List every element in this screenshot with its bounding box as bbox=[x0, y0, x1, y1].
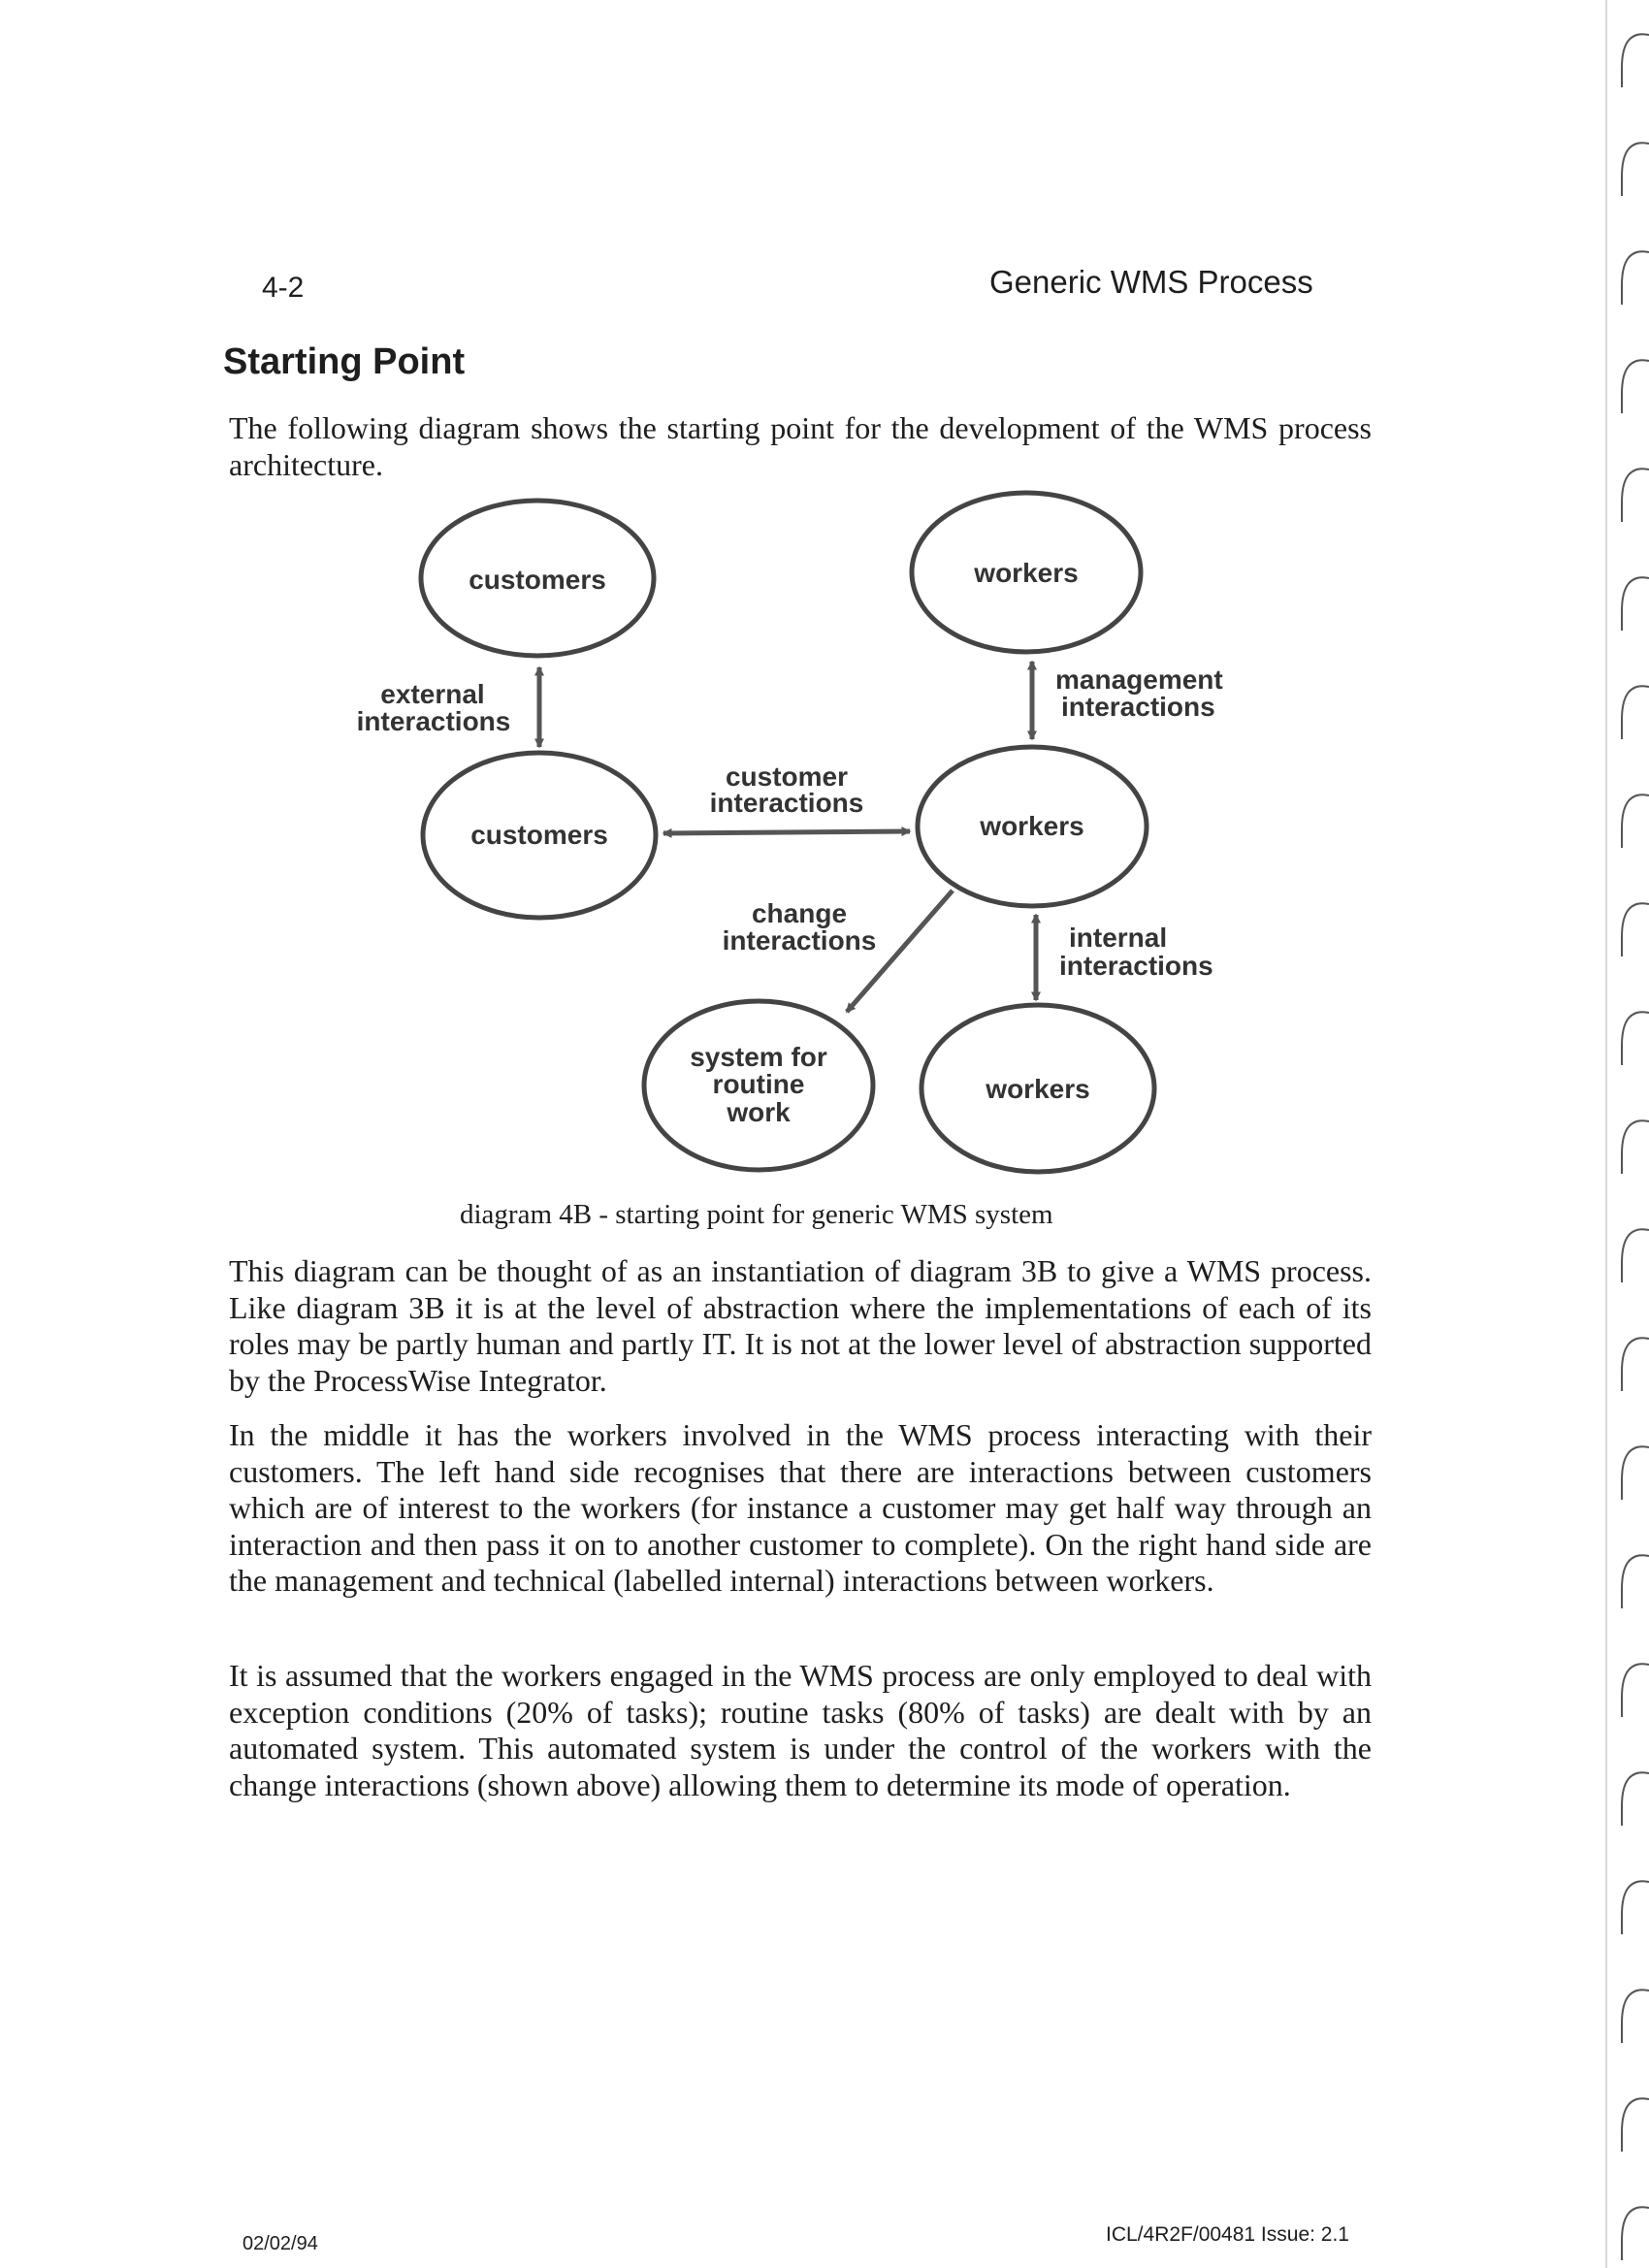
binder-punch-mark bbox=[1622, 1229, 1649, 1282]
binder-punch-mark bbox=[1622, 903, 1649, 956]
binder-punch-mark bbox=[1622, 34, 1649, 87]
footer-date: 02/02/94 bbox=[242, 2233, 318, 2254]
binder-punch-mark bbox=[1622, 577, 1649, 631]
binder-punch-mark bbox=[1622, 1338, 1649, 1391]
binder-punch-mark bbox=[1622, 1555, 1649, 1608]
change-interactions-label: change bbox=[751, 898, 848, 928]
customers-bottom-label: customers bbox=[470, 820, 608, 850]
management-interactions-label-2: interactions bbox=[1061, 692, 1215, 722]
page-number: 4-2 bbox=[262, 272, 305, 304]
body-paragraph-3: It is assumed that the workers engaged in the WMS process are only employed to deal with exception conditions (20% of tasks); routine tasks (80% of tasks) are dealt with by an automated system. This automated system is under the control of the workers with the change interactions (shown above) allowing them to determine its mode of operation. bbox=[229, 1658, 1372, 1802]
diagram-caption: diagram 4B - starting point for generic WMS system bbox=[460, 1199, 1053, 1230]
external-interactions-label: external bbox=[380, 679, 485, 709]
customer-interactions-label: customer bbox=[725, 761, 849, 792]
body-paragraph-2: In the middle it has the workers involved in the WMS process interacting with their customers. The left hand side recognises that there are interactions between customers which are of interest to the workers (for instance a customer may get half way through an interaction and then pass it on to another customer to complete). On the right hand side are the management and technical (labelled internal) interactions between workers. bbox=[229, 1417, 1372, 1598]
internal-interactions-label: internal bbox=[1069, 923, 1168, 953]
intro-paragraph: The following diagram shows the starting point for the development of the WMS process architecture. bbox=[229, 410, 1372, 482]
system-label-line1: system for bbox=[690, 1042, 827, 1072]
system-label-line2: routine bbox=[712, 1069, 805, 1099]
binder-punch-mark bbox=[1622, 2207, 1649, 2260]
workers-bottom-label: workers bbox=[986, 1074, 1090, 1104]
binder-punch-mark bbox=[1622, 251, 1649, 305]
external-interactions-label-2: interactions bbox=[356, 706, 511, 736]
chapter-title: Generic WMS Process bbox=[989, 264, 1313, 300]
workers-top-label: workers bbox=[974, 558, 1079, 588]
process-diagram bbox=[330, 485, 1223, 1203]
section-heading: Starting Point bbox=[223, 341, 466, 382]
binder-punch-mark bbox=[1622, 794, 1649, 848]
body-paragraph-1: This diagram can be thought of as an instantiation of diagram 3B to give a WMS process. Like diagram 3B it is at the level of abstraction where the implementations of each of its roles may be partly human and partly IT. It is not at the lower level of abstraction supported by the ProcessWise Integrator. bbox=[229, 1253, 1372, 1398]
binder-punch-mark bbox=[1622, 1772, 1649, 1826]
binder-punch-mark bbox=[1622, 1012, 1649, 1065]
customers-top-label: customers bbox=[469, 565, 606, 595]
binder-punch-mark bbox=[1622, 1881, 1649, 1934]
customer-interactions-label-2: interactions bbox=[709, 788, 864, 818]
binder-punch-mark bbox=[1622, 2098, 1649, 2152]
footer-reference: ICL/4R2F/00481 Issue: 2.1 bbox=[1106, 2223, 1349, 2246]
binder-punch-mark bbox=[1622, 1120, 1649, 1174]
binder-punch-mark bbox=[1622, 143, 1649, 196]
customer-interactions-arrow bbox=[663, 831, 910, 833]
internal-interactions-label-2: interactions bbox=[1059, 951, 1213, 981]
binder-punch-mark bbox=[1622, 1990, 1649, 2043]
change-interactions-label-2: interactions bbox=[722, 925, 877, 956]
binder-punch-mark bbox=[1622, 1446, 1649, 1500]
workers-center-label: workers bbox=[980, 811, 1084, 841]
binder-punch-strip bbox=[1602, 0, 1649, 2268]
binder-punch-mark bbox=[1622, 360, 1649, 413]
binder-punch-mark bbox=[1622, 686, 1649, 739]
system-label-line3: work bbox=[727, 1097, 791, 1127]
binder-punch-mark bbox=[1622, 1664, 1649, 1717]
management-interactions-label: management bbox=[1055, 664, 1223, 695]
binder-punch-mark bbox=[1622, 469, 1649, 522]
